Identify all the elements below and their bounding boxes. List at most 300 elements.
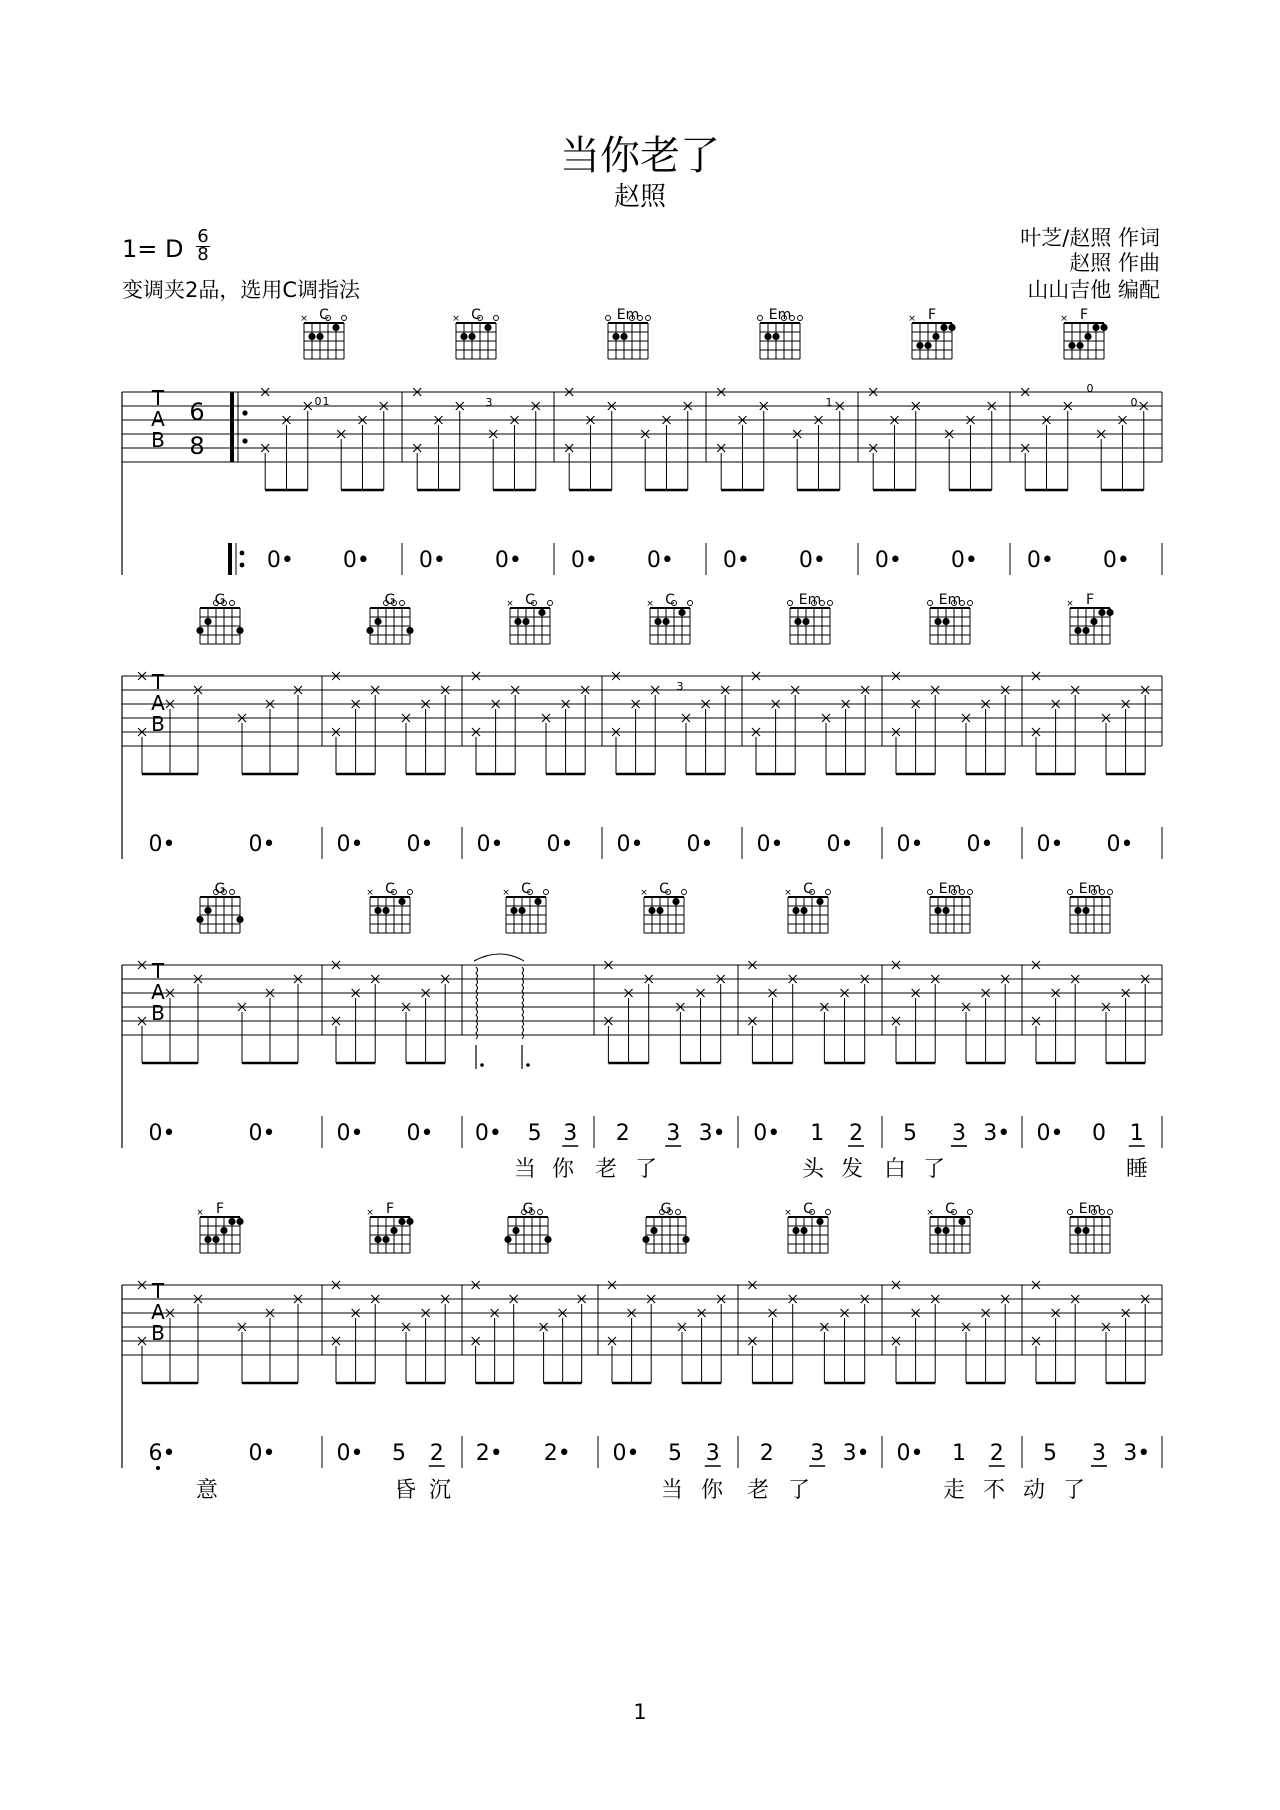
chord-name: C bbox=[319, 307, 329, 323]
finger-dot bbox=[1092, 324, 1099, 331]
open-string bbox=[646, 316, 651, 321]
repeat-dot bbox=[240, 551, 245, 556]
chord-diagram bbox=[926, 1201, 972, 1253]
chord-diagram bbox=[1068, 881, 1113, 933]
finger-dot bbox=[518, 907, 525, 914]
numbered-note: 5 bbox=[1043, 1441, 1057, 1466]
chord-diagram bbox=[1060, 307, 1107, 359]
finger-dot bbox=[816, 1218, 823, 1225]
slur bbox=[474, 954, 524, 961]
open-string bbox=[798, 316, 803, 321]
open-string bbox=[230, 601, 235, 606]
finger-dot bbox=[406, 1218, 413, 1225]
numbered-note: 0• bbox=[896, 832, 924, 857]
chord-diagram bbox=[928, 592, 973, 644]
lyric-char: 动 bbox=[1022, 1478, 1046, 1503]
chord-diagram bbox=[928, 881, 973, 933]
chord-diagram bbox=[642, 1201, 689, 1253]
lyric-char: 老 bbox=[746, 1478, 770, 1503]
finger-dot bbox=[942, 907, 949, 914]
numbered-note: 0• bbox=[874, 548, 902, 573]
finger-dot bbox=[236, 1218, 243, 1225]
numbered-note: 0• bbox=[336, 1121, 364, 1146]
lyric-char: 了 bbox=[922, 1157, 946, 1182]
chord-name: Em bbox=[798, 592, 822, 608]
numbered-note: 0• bbox=[722, 548, 750, 573]
chord-diagram bbox=[908, 307, 955, 359]
numbered-note: 3 bbox=[952, 1121, 966, 1146]
numbered-note: 0• bbox=[798, 548, 826, 573]
lyric-char: 当 bbox=[660, 1478, 684, 1503]
numbered-note: 5 bbox=[392, 1441, 406, 1466]
score-system bbox=[122, 307, 1162, 575]
chord-name: Em bbox=[768, 307, 792, 323]
numbered-note: 3 bbox=[810, 1441, 825, 1466]
repeat-dot bbox=[242, 438, 247, 443]
finger-dot bbox=[398, 898, 405, 905]
numbered-note: 0• bbox=[406, 1121, 434, 1146]
numbered-note: 0• bbox=[342, 548, 370, 573]
finger-dot bbox=[816, 898, 823, 905]
low-octave-dot bbox=[156, 1466, 160, 1470]
finger-dot bbox=[1074, 627, 1081, 634]
chord-name: G bbox=[214, 881, 226, 897]
chord-name: G bbox=[522, 1201, 534, 1217]
numbered-note: 0• bbox=[474, 1121, 502, 1146]
finger-dot bbox=[332, 324, 339, 331]
finger-dot bbox=[374, 1236, 381, 1243]
numbered-note: 0• bbox=[826, 832, 854, 857]
numbered-note: 3 bbox=[563, 1121, 578, 1146]
score-system bbox=[122, 881, 1162, 1182]
finger-dot bbox=[958, 1218, 965, 1225]
chord-diagram bbox=[506, 592, 552, 644]
finger-dot bbox=[196, 627, 203, 634]
chord-diagram bbox=[640, 881, 686, 933]
chord-name: C bbox=[945, 1201, 955, 1217]
chord-name: G bbox=[214, 592, 226, 608]
finger-dot bbox=[534, 898, 541, 905]
credit-arranger: 山山吉他 编配 bbox=[1027, 278, 1160, 302]
credit-composer: 赵照 作曲 bbox=[1069, 251, 1160, 275]
finger-dot bbox=[204, 1236, 211, 1243]
numbered-note: 0 bbox=[1092, 1121, 1106, 1146]
numbered-note: 1 bbox=[952, 1441, 966, 1466]
finger-dot bbox=[366, 627, 373, 634]
finger-dot bbox=[1082, 627, 1089, 634]
numbered-note: 0• bbox=[756, 832, 784, 857]
finger-dot bbox=[1068, 342, 1075, 349]
numbered-note: 2• bbox=[475, 1441, 503, 1466]
numbered-note: 0• bbox=[476, 832, 504, 857]
lyric-char: 你 bbox=[551, 1157, 575, 1182]
song-title: 当你老了 bbox=[560, 133, 720, 179]
open-string bbox=[928, 890, 933, 895]
finger-dot bbox=[794, 618, 801, 625]
chord-name: C bbox=[665, 592, 675, 608]
finger-dot bbox=[514, 618, 521, 625]
chord-name: Em bbox=[938, 881, 962, 897]
numbered-note: 2 bbox=[429, 1441, 444, 1466]
lyric-char: 沉 bbox=[428, 1478, 452, 1503]
finger-dot bbox=[792, 907, 799, 914]
chord-name: C bbox=[659, 881, 669, 897]
open-string bbox=[1108, 890, 1113, 895]
numbered-note: 0• bbox=[418, 548, 446, 573]
muted-string: × bbox=[784, 888, 792, 898]
numbered-note: 3• bbox=[842, 1441, 870, 1466]
finger-dot bbox=[382, 1236, 389, 1243]
lyric-char: 头 bbox=[801, 1157, 825, 1182]
finger-dot bbox=[538, 609, 545, 616]
chord-diagram bbox=[758, 307, 803, 359]
numbered-note: 0• bbox=[546, 832, 574, 857]
open-string bbox=[408, 890, 413, 895]
numbered-note: 0• bbox=[336, 832, 364, 857]
chord-diagram bbox=[504, 1201, 551, 1253]
finger-dot bbox=[650, 1227, 657, 1234]
arpeggio-mark bbox=[476, 967, 478, 1039]
finger-dot bbox=[682, 1236, 689, 1243]
song-artist: 赵照 bbox=[613, 182, 666, 212]
chord-name: F bbox=[215, 1201, 225, 1217]
numbered-note: 2 bbox=[615, 1121, 630, 1146]
chord-name: F bbox=[927, 307, 937, 323]
chord-diagram bbox=[502, 881, 548, 933]
finger-dot bbox=[390, 1227, 397, 1234]
chord-name: F bbox=[1085, 592, 1095, 608]
finger-dot bbox=[522, 618, 529, 625]
finger-dot bbox=[942, 618, 949, 625]
open-string bbox=[548, 601, 553, 606]
arpeggio-mark bbox=[522, 967, 524, 1039]
numbered-note: 0• bbox=[646, 548, 674, 573]
numbered-note: 0• bbox=[248, 1441, 276, 1466]
tab-clef-letter: A bbox=[151, 691, 165, 715]
repeat-dot bbox=[240, 563, 245, 568]
finger-dot bbox=[236, 916, 243, 923]
open-string bbox=[826, 1210, 831, 1215]
tab-clef-letter: A bbox=[151, 1300, 165, 1324]
numbered-note: 0• bbox=[248, 1121, 276, 1146]
finger-dot bbox=[406, 627, 413, 634]
chord-name: C bbox=[471, 307, 481, 323]
tab-clef-letter: A bbox=[151, 980, 165, 1004]
finger-dot bbox=[672, 898, 679, 905]
numbered-note: 5 bbox=[668, 1441, 682, 1466]
chord-name: G bbox=[384, 592, 396, 608]
muted-string: × bbox=[502, 888, 510, 898]
finger-dot bbox=[1082, 1227, 1089, 1234]
open-string bbox=[230, 890, 235, 895]
finger-dot bbox=[484, 324, 491, 331]
finger-dot bbox=[220, 1227, 227, 1234]
finger-dot bbox=[934, 618, 941, 625]
open-string bbox=[606, 316, 611, 321]
numbered-note: 0• bbox=[406, 832, 434, 857]
finger-dot bbox=[924, 342, 931, 349]
lyric-char: 发 bbox=[840, 1157, 864, 1182]
tab-clef-letter: A bbox=[151, 407, 165, 431]
lyric-char: 意 bbox=[195, 1478, 219, 1503]
finger-dot bbox=[942, 1227, 949, 1234]
chord-diagram bbox=[788, 592, 833, 644]
fret-number: 0 bbox=[1086, 382, 1094, 395]
finger-dot bbox=[204, 907, 211, 914]
chord-name: Em bbox=[1078, 881, 1102, 897]
finger-dot bbox=[1074, 1227, 1081, 1234]
lyric-char: 睡 bbox=[1125, 1157, 1149, 1182]
open-string bbox=[1108, 1210, 1113, 1215]
page-number: 1 bbox=[633, 1700, 647, 1724]
finger-dot bbox=[620, 333, 627, 340]
lyric-char: 了 bbox=[787, 1478, 811, 1503]
finger-dot bbox=[948, 324, 955, 331]
open-string bbox=[968, 601, 973, 606]
muted-string: × bbox=[196, 1208, 204, 1218]
lyric-char: 你 bbox=[700, 1478, 724, 1503]
numbered-note: 3• bbox=[983, 1121, 1011, 1146]
lyric-char: 当 bbox=[513, 1157, 537, 1182]
lyric-char: 昏 bbox=[393, 1478, 417, 1503]
open-string bbox=[788, 601, 793, 606]
muted-string: × bbox=[784, 1208, 792, 1218]
tab-clef-letter: B bbox=[151, 428, 165, 452]
muted-string: × bbox=[640, 888, 648, 898]
numbered-note: 5 bbox=[527, 1121, 542, 1146]
lyric-char: 了 bbox=[634, 1157, 658, 1182]
chord-diagram bbox=[784, 881, 830, 933]
finger-dot bbox=[642, 1236, 649, 1243]
tab-time-sig-top: 6 bbox=[189, 398, 205, 426]
numbered-note: 0• bbox=[616, 832, 644, 857]
finger-dot bbox=[802, 618, 809, 625]
numbered-note: 6• bbox=[148, 1441, 176, 1466]
open-string bbox=[968, 890, 973, 895]
numbered-note: 0• bbox=[966, 832, 994, 857]
chord-diagram bbox=[366, 881, 412, 933]
lyric-char: 了 bbox=[1062, 1478, 1086, 1503]
finger-dot bbox=[800, 1227, 807, 1234]
muted-string: × bbox=[646, 599, 654, 609]
finger-dot bbox=[504, 1236, 511, 1243]
numbered-note: 0• bbox=[1106, 832, 1134, 857]
lyric-char: 走 bbox=[942, 1478, 966, 1503]
chord-name: Em bbox=[616, 307, 640, 323]
open-string bbox=[400, 601, 405, 606]
lyric-char: 不 bbox=[982, 1478, 1006, 1503]
tab-clef-letter: T bbox=[151, 670, 165, 694]
chord-name: C bbox=[385, 881, 395, 897]
open-string bbox=[1068, 890, 1073, 895]
score-system bbox=[122, 592, 1162, 859]
finger-dot bbox=[940, 324, 947, 331]
chord-diagram bbox=[1066, 592, 1113, 644]
finger-dot bbox=[934, 1227, 941, 1234]
finger-dot bbox=[374, 618, 381, 625]
muted-string: × bbox=[908, 314, 916, 324]
chord-name: Em bbox=[938, 592, 962, 608]
finger-dot bbox=[678, 609, 685, 616]
numbered-note: 3• bbox=[698, 1121, 726, 1146]
chord-diagram bbox=[606, 307, 651, 359]
open-string bbox=[544, 890, 549, 895]
open-string bbox=[538, 1210, 543, 1215]
finger-dot bbox=[544, 1236, 551, 1243]
numbered-note: 0• bbox=[1026, 548, 1054, 573]
numbered-note: 0• bbox=[686, 832, 714, 857]
numbered-note: 0• bbox=[148, 832, 176, 857]
numbered-note: 0• bbox=[1036, 1121, 1064, 1146]
fret-number: 3 bbox=[485, 396, 493, 409]
chord-name: G bbox=[660, 1201, 672, 1217]
numbered-note: 3 bbox=[1092, 1441, 1106, 1466]
muted-string: × bbox=[1060, 314, 1068, 324]
chord-diagram bbox=[300, 307, 346, 359]
chord-diagram bbox=[784, 1201, 830, 1253]
finger-dot bbox=[1100, 324, 1107, 331]
muted-string: × bbox=[506, 599, 514, 609]
muted-string: × bbox=[926, 1208, 934, 1218]
finger-dot bbox=[510, 907, 517, 914]
numbered-note: 0• bbox=[612, 1441, 640, 1466]
chord-diagram bbox=[452, 307, 498, 359]
finger-dot bbox=[1076, 342, 1083, 349]
tab-clef-letter: B bbox=[151, 1001, 165, 1025]
tab-clef-letter: B bbox=[151, 1321, 165, 1345]
finger-dot bbox=[654, 618, 661, 625]
fret-number: 3 bbox=[676, 680, 684, 693]
open-string bbox=[1068, 1210, 1073, 1215]
finger-dot bbox=[656, 907, 663, 914]
numbered-note: 0• bbox=[336, 1441, 364, 1466]
numbered-note: 3 bbox=[666, 1121, 681, 1146]
chord-name: C bbox=[525, 592, 535, 608]
repeat-dot bbox=[242, 410, 247, 415]
chord-diagram bbox=[646, 592, 692, 644]
muted-string: × bbox=[300, 314, 308, 324]
finger-dot bbox=[204, 618, 211, 625]
fret-number: 1 bbox=[322, 395, 330, 408]
numbered-note: 0• bbox=[248, 832, 276, 857]
numbered-note: 2 bbox=[989, 1441, 1004, 1466]
finger-dot bbox=[662, 618, 669, 625]
tab-clef-letter: T bbox=[151, 1279, 165, 1303]
numbered-note: 3• bbox=[1123, 1441, 1151, 1466]
numbered-note: 1 bbox=[1129, 1121, 1144, 1146]
chord-diagram bbox=[196, 881, 243, 933]
numbered-note: 3 bbox=[705, 1441, 720, 1466]
finger-dot bbox=[460, 333, 467, 340]
finger-dot bbox=[316, 333, 323, 340]
dot bbox=[480, 1063, 484, 1067]
chord-name: C bbox=[803, 881, 813, 897]
finger-dot bbox=[792, 1227, 799, 1234]
finger-dot bbox=[772, 333, 779, 340]
numbered-note: 0• bbox=[1036, 832, 1064, 857]
capo-note: 变调夹2品，选用C调指法 bbox=[122, 278, 361, 302]
finger-dot bbox=[932, 333, 939, 340]
open-string bbox=[676, 1210, 681, 1215]
finger-dot bbox=[800, 907, 807, 914]
lyric-char: 老 bbox=[594, 1157, 618, 1182]
tab-clef-letter: B bbox=[151, 712, 165, 736]
chord-name: F bbox=[385, 1201, 395, 1217]
finger-dot bbox=[374, 907, 381, 914]
finger-dot bbox=[916, 342, 923, 349]
numbered-note: 0• bbox=[494, 548, 522, 573]
tab-time-sig-bottom: 8 bbox=[189, 432, 205, 460]
finger-dot bbox=[308, 333, 315, 340]
finger-dot bbox=[382, 907, 389, 914]
finger-dot bbox=[648, 907, 655, 914]
chord-diagram bbox=[366, 1201, 413, 1253]
credit-lyricist: 叶芝/赵照 作词 bbox=[1020, 226, 1160, 250]
finger-dot bbox=[228, 1218, 235, 1225]
open-string bbox=[928, 601, 933, 606]
open-string bbox=[758, 316, 763, 321]
time-sig-top: 6 bbox=[197, 226, 209, 247]
finger-dot bbox=[1098, 609, 1105, 616]
finger-dot bbox=[1084, 333, 1091, 340]
open-string bbox=[968, 1210, 973, 1215]
chord-name: C bbox=[803, 1201, 813, 1217]
finger-dot bbox=[934, 907, 941, 914]
score-system bbox=[122, 1201, 1162, 1503]
finger-dot bbox=[1074, 907, 1081, 914]
chord-name: C bbox=[521, 881, 531, 897]
numbered-note: 0• bbox=[896, 1441, 924, 1466]
numbered-note: 0• bbox=[950, 548, 978, 573]
finger-dot bbox=[196, 916, 203, 923]
open-string bbox=[342, 316, 347, 321]
lyric-char: 白 bbox=[883, 1157, 907, 1182]
numbered-note: 0• bbox=[570, 548, 598, 573]
tab-clef-letter: T bbox=[151, 959, 165, 983]
open-string bbox=[828, 601, 833, 606]
finger-dot bbox=[236, 627, 243, 634]
open-string bbox=[688, 601, 693, 606]
open-string bbox=[826, 890, 831, 895]
muted-string: × bbox=[452, 314, 460, 324]
key-signature: 1= D bbox=[122, 235, 184, 263]
time-sig-bottom: 8 bbox=[197, 244, 209, 265]
chord-diagram bbox=[366, 592, 413, 644]
muted-string: × bbox=[366, 888, 374, 898]
chord-diagram bbox=[1068, 1201, 1113, 1253]
numbered-note: 5 bbox=[903, 1121, 917, 1146]
finger-dot bbox=[468, 333, 475, 340]
open-string bbox=[494, 316, 499, 321]
finger-dot bbox=[1082, 907, 1089, 914]
fret-number: 1 bbox=[825, 396, 833, 409]
numbered-note: 2• bbox=[543, 1441, 571, 1466]
finger-dot bbox=[764, 333, 771, 340]
numbered-note: 0• bbox=[1102, 548, 1130, 573]
finger-dot bbox=[1090, 618, 1097, 625]
fret-number: 0 bbox=[1130, 396, 1138, 409]
tab-clef-letter: T bbox=[151, 386, 165, 410]
fret-number: 0 bbox=[314, 395, 322, 408]
numbered-note: 2 bbox=[849, 1121, 864, 1146]
numbered-note: 2 bbox=[759, 1441, 774, 1466]
dot bbox=[526, 1063, 530, 1067]
chord-diagram bbox=[196, 592, 243, 644]
finger-dot bbox=[512, 1227, 519, 1234]
finger-dot bbox=[612, 333, 619, 340]
chord-name: Em bbox=[1078, 1201, 1102, 1217]
finger-dot bbox=[1106, 609, 1113, 616]
